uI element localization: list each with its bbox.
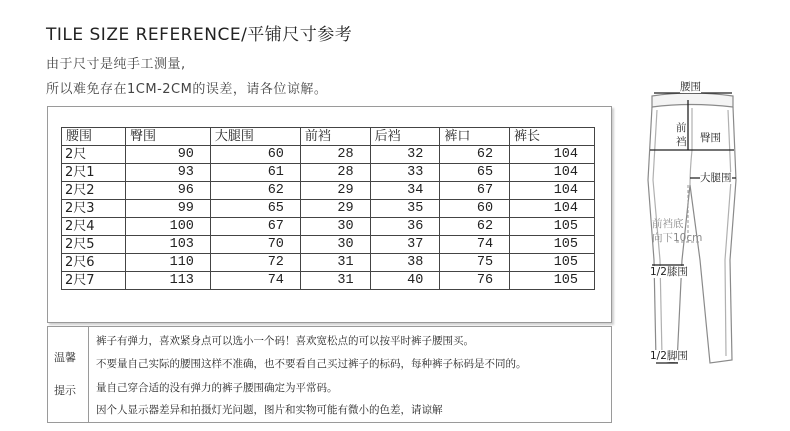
col-header-hip: 臀围	[126, 128, 211, 146]
measurement-cell: 105	[510, 272, 595, 290]
measurement-cell: 60	[210, 146, 300, 164]
notes-label-top: 温馨	[54, 351, 76, 364]
measurement-cell: 62	[440, 218, 510, 236]
pants-outline-illustration	[630, 60, 790, 400]
table-row	[62, 146, 595, 164]
measurement-cell: 104	[510, 182, 595, 200]
measurement-cell: 96	[126, 182, 211, 200]
measurement-cell: 65	[210, 200, 300, 218]
crotch-label-2: 向下10cm	[652, 232, 703, 244]
measurement-cell: 75	[440, 254, 510, 272]
hip-label: 臀围	[700, 132, 721, 144]
measurement-cell: 74	[440, 236, 510, 254]
measurement-cell: 35	[370, 200, 440, 218]
measurement-cell: 72	[210, 254, 300, 272]
size-label-cell: 2尺2	[62, 182, 126, 200]
table-row	[62, 254, 595, 272]
col-header-front-rise: 前裆	[300, 128, 370, 146]
col-header-waist: 腰围	[62, 128, 126, 146]
front-rise-label-2: 裆	[676, 136, 687, 148]
measurement-cell: 76	[440, 272, 510, 290]
table-row	[62, 272, 595, 290]
measurement-cell: 100	[126, 218, 211, 236]
table-header-row	[62, 128, 595, 146]
measurement-cell: 93	[126, 164, 211, 182]
measurement-cell: 62	[440, 146, 510, 164]
measurement-cell: 34	[370, 182, 440, 200]
measurement-cell: 113	[126, 272, 211, 290]
measurement-cell: 30	[300, 236, 370, 254]
front-rise-label-1: 前	[676, 122, 687, 134]
measurement-cell: 28	[300, 164, 370, 182]
measurement-cell: 105	[510, 218, 595, 236]
measurement-cell: 70	[210, 236, 300, 254]
measurement-cell: 104	[510, 164, 595, 182]
measurement-cell: 105	[510, 254, 595, 272]
knee-label: 1/2膝围	[650, 266, 688, 278]
measurement-cell: 67	[440, 182, 510, 200]
size-label-cell: 2尺4	[62, 218, 126, 236]
measurement-cell: 104	[510, 146, 595, 164]
note-line-2: 不要量自己实际的腰围这样不准确，也不要看自己买过裤子的标码，每种裤子标码是不同的。	[96, 358, 527, 370]
measurement-cell: 29	[300, 182, 370, 200]
measurement-cell: 40	[370, 272, 440, 290]
notes-box	[47, 326, 612, 423]
leg-opening-label: 1/2脚围	[650, 350, 688, 362]
size-table	[61, 127, 595, 290]
size-label-cell: 2尺5	[62, 236, 126, 254]
measurement-cell: 99	[126, 200, 211, 218]
note-line-1: 裤子有弹力，喜欢紧身点可以选小一个码！喜欢宽松点的可以按平时裤子腰围买。	[96, 335, 474, 347]
notes-label-bottom: 提示	[54, 384, 76, 397]
measurement-cell: 104	[510, 200, 595, 218]
col-header-length: 裤长	[510, 128, 595, 146]
note-line-3: 量自己穿合适的没有弹力的裤子腰围确定为平常码。	[96, 382, 338, 394]
crotch-label-1: 前裆底	[652, 218, 684, 230]
page-title: TILE SIZE REFERENCE/平铺尺寸参考	[46, 25, 353, 45]
thigh-label: 大腿围	[700, 172, 732, 184]
measurement-cell: 31	[300, 254, 370, 272]
notes-divider	[88, 327, 89, 422]
measurement-cell: 32	[370, 146, 440, 164]
measurement-cell: 29	[300, 200, 370, 218]
col-header-thigh: 大腿围	[210, 128, 300, 146]
waist-label: 腰围	[680, 81, 701, 93]
intro-line-2: 所以难免存在1CM-2CM的误差，请各位谅解。	[46, 82, 328, 97]
table-row	[62, 236, 595, 254]
measurement-cell: 62	[210, 182, 300, 200]
col-header-back-rise: 后裆	[370, 128, 440, 146]
size-label-cell: 2尺1	[62, 164, 126, 182]
table-row	[62, 164, 595, 182]
measurement-cell: 60	[440, 200, 510, 218]
table-row	[62, 218, 595, 236]
col-header-leg-opening: 裤口	[440, 128, 510, 146]
size-label-cell: 2尺3	[62, 200, 126, 218]
measurement-cell: 67	[210, 218, 300, 236]
intro-line-1: 由于尺寸是纯手工测量,	[46, 57, 186, 72]
table-row	[62, 182, 595, 200]
measurement-cell: 74	[210, 272, 300, 290]
measurement-cell: 37	[370, 236, 440, 254]
measurement-cell: 90	[126, 146, 211, 164]
measurement-cell: 28	[300, 146, 370, 164]
size-label-cell: 2尺	[62, 146, 126, 164]
size-label-cell: 2尺7	[62, 272, 126, 290]
measurement-cell: 30	[300, 218, 370, 236]
measurement-cell: 33	[370, 164, 440, 182]
measurement-cell: 103	[126, 236, 211, 254]
measurement-cell: 31	[300, 272, 370, 290]
measurement-cell: 38	[370, 254, 440, 272]
size-label-cell: 2尺6	[62, 254, 126, 272]
note-line-4: 因个人显示器差异和拍摄灯光问题，图片和实物可能有微小的色差，请谅解	[96, 404, 443, 416]
measurement-cell: 105	[510, 236, 595, 254]
measurement-cell: 61	[210, 164, 300, 182]
measurement-cell: 110	[126, 254, 211, 272]
pants-diagram	[630, 60, 790, 400]
table-row	[62, 200, 595, 218]
measurement-cell: 36	[370, 218, 440, 236]
measurement-cell: 65	[440, 164, 510, 182]
